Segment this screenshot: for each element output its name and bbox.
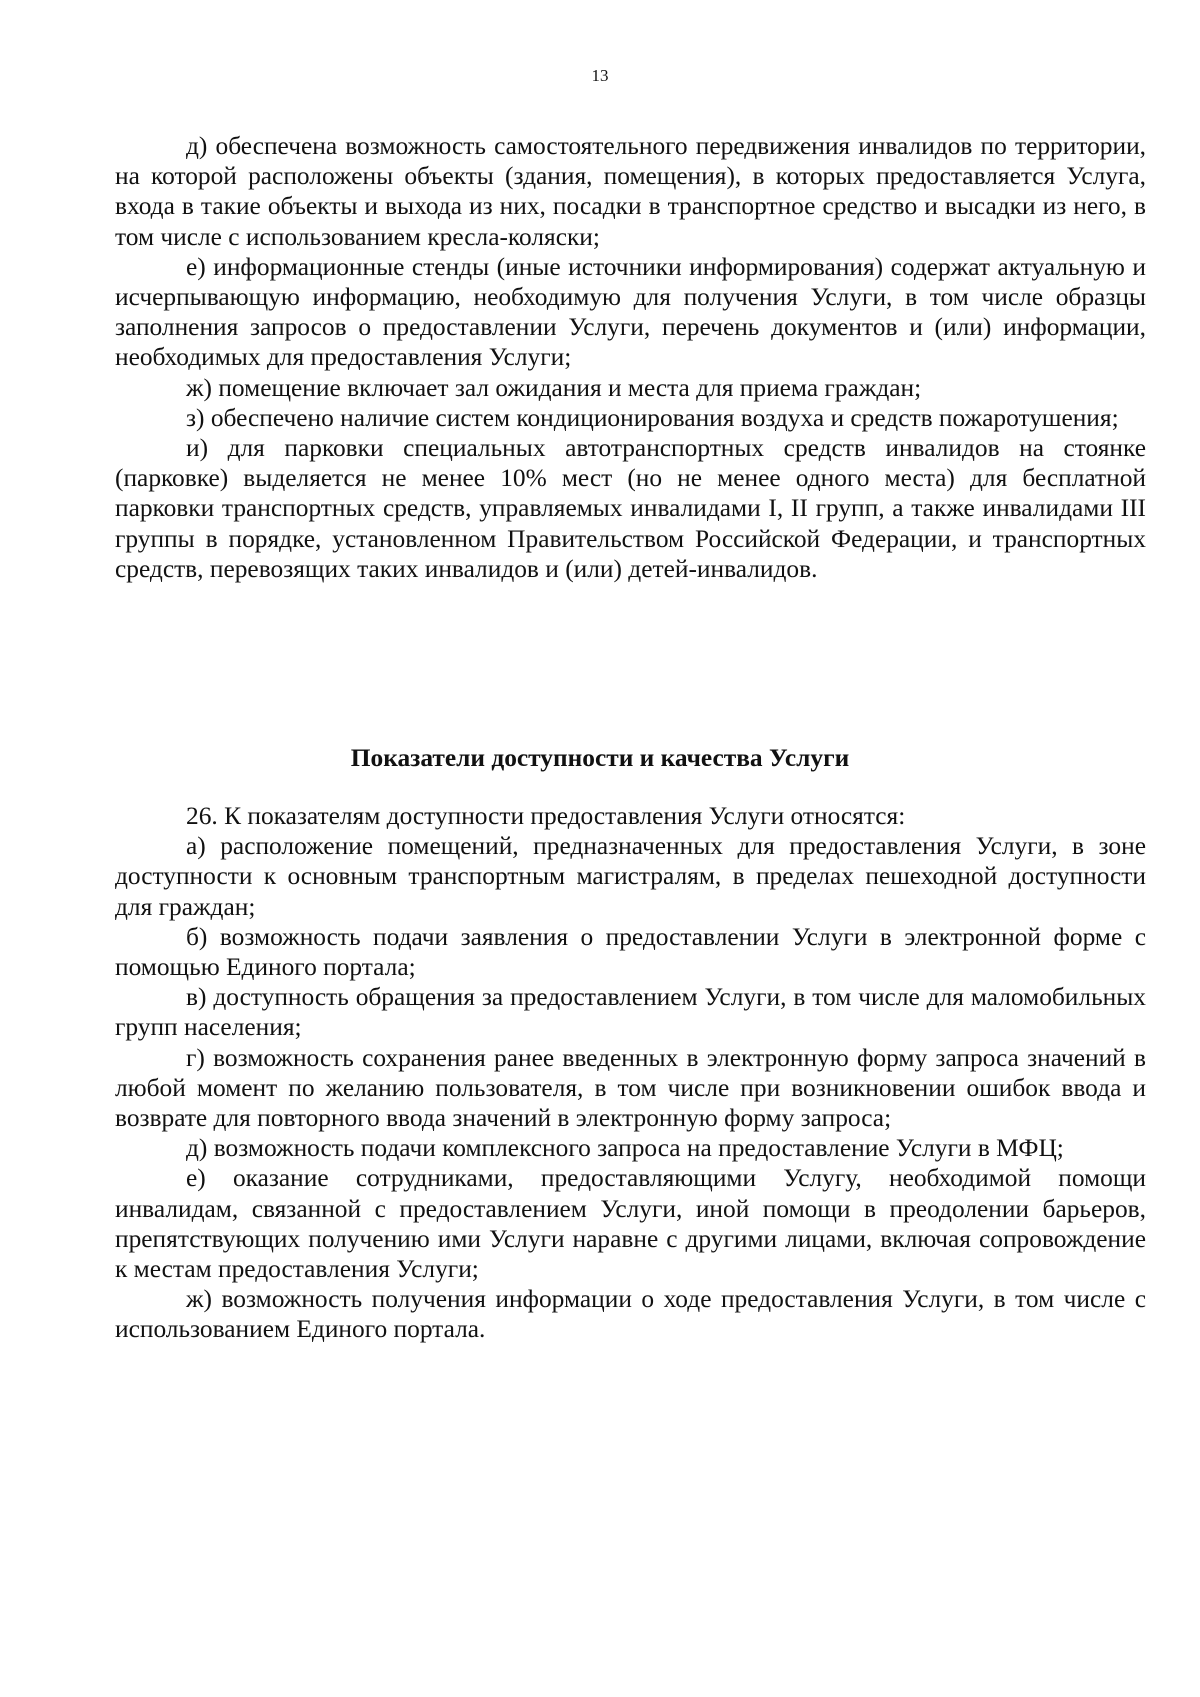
paragraph-26-intro: 26. К показателям доступности предоставления Услуги относятся: xyxy=(186,802,906,830)
paragraph-v-accessibility: в) доступность обращения за предоставлением Услуги, в том числе для маломобильных групп населения; xyxy=(115,983,1146,1042)
section-heading: Показатели доступности и качества Услуги xyxy=(350,744,850,772)
paragraph-d-complex-request: д) возможность подачи комплексного запроса на предоставление Услуги в МФЦ; xyxy=(186,1134,1064,1163)
paragraph-zh-progress-info: ж) возможность получения информации о ходе предоставления Услуги, в том числе с использованием Единого портала. xyxy=(115,1285,1146,1344)
paragraph-z-air-conditioning: з) обеспечено наличие систем кондиционирования воздуха и средств пожаротушения; xyxy=(186,403,1119,432)
paragraph-b-electronic-application: б) возможность подачи заявления о предоставлении Услуги в электронной форме с помощью Единого портала; xyxy=(115,922,1146,982)
paragraph-d-movement: д) обеспечена возможность самостоятельного передвижения инвалидов по территории, на которой расположены объекты (здания, помещения), в которых предоставляется Услуга, входа в такие объекты и выхода из них, посадки в транспортное средство и высадки из него, в том числе с использованием кресла-коляски; xyxy=(115,132,1146,251)
page-number: 13 xyxy=(591,66,609,85)
paragraph-e-staff-assistance: е) оказание сотрудниками, предоставляющими Услугу, необходимой помощи инвалидам, связанной с предоставлением Услуги, иной помощи в преодолении барьеров, препятствующих получению ими Услуги наравне с другими лицами, включая сопровождение к местам предоставления Услуги; xyxy=(115,1164,1146,1284)
section-1-body xyxy=(115,131,1146,584)
section-2-body xyxy=(115,801,1146,1345)
paragraph-g-form-saving: г) возможность сохранения ранее введенных в электронную форму запроса значений в любой момент по желанию пользователя, в том числе при возникновении ошибок ввода и возврате для повторного ввода значений в электронную форму запроса; xyxy=(115,1043,1146,1133)
paragraph-i-parking: и) для парковки специальных автотранспортных средств инвалидов на стоянке (парковке) выделяется не менее 10% мест (но не менее одного места) для бесплатной парковки транспортных средств, управляемых инвалидами I, II групп, а также инвалидами III группы в порядке, установленном Правительством Российской Федерации, и транспортных средств, перевозящих таких инвалидов и (или) детей-инвалидов. xyxy=(115,434,1146,583)
paragraph-a-location: а) расположение помещений, предназначенных для предоставления Услуги, в зоне доступности к основным транспортным магистралям, в пределах пешеходной доступности для граждан; xyxy=(115,832,1146,921)
paragraph-zh-waiting-hall: ж) помещение включает зал ожидания и места для приема граждан; xyxy=(186,373,922,402)
paragraph-e-info-stands: е) информационные стенды (иные источники информирования) содержат актуальную и исчерпывающую информацию, необходимую для получения Услуги, в том числе образцы заполнения запросов о предоставлении Услуги, перечень документов и (или) информации, необходимых для предоставления Услуги; xyxy=(115,252,1146,372)
